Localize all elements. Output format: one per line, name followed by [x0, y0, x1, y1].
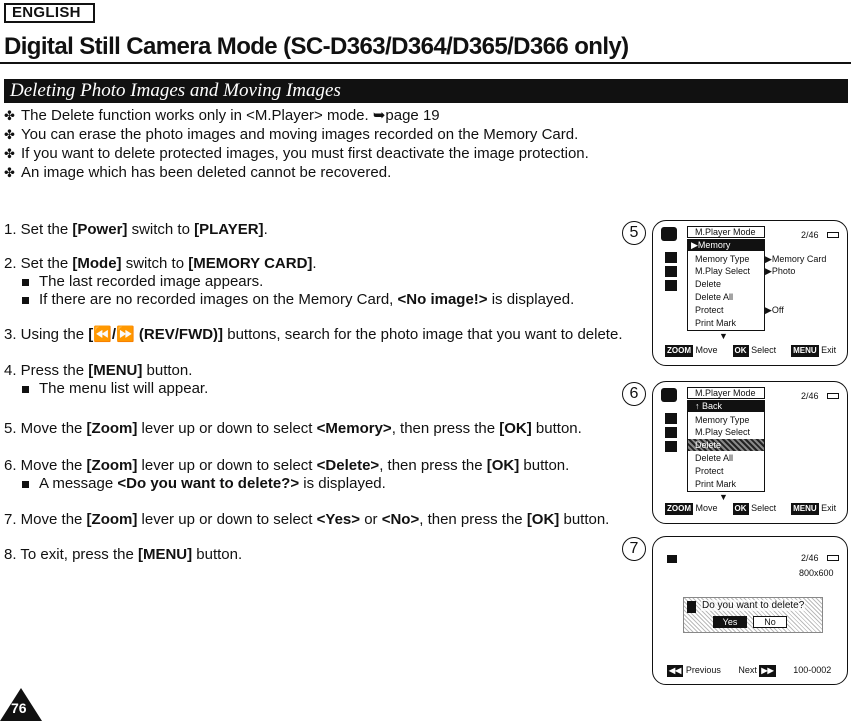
- step-7: 7. Move the [Zoom] lever up or down to select <Yes> or <No>, then press the [OK] button.: [4, 511, 610, 528]
- menu-value: ▶Off: [765, 305, 784, 315]
- clover-bullet-icon: ✤: [4, 127, 15, 142]
- page-number: 76: [11, 700, 27, 716]
- step-1: 1. Set the [Power] switch to [PLAYER].: [4, 221, 268, 238]
- title-divider: [0, 62, 851, 64]
- photo-icon: [665, 427, 677, 438]
- screen-6-number: 6: [622, 382, 646, 406]
- clover-bullet-icon: ✤: [4, 108, 15, 123]
- step-4-sub-1: The menu list will appear.: [22, 380, 208, 397]
- battery-icon: [827, 555, 839, 561]
- step-2-sub-2: If there are no recorded images on the Memory Card, <No image!> is displayed.: [22, 291, 574, 308]
- square-bullet-icon: [22, 481, 29, 488]
- page-title: Digital Still Camera Mode (SC-D363/D364/D365/D366 only): [4, 33, 629, 60]
- menu-item: Protect: [695, 466, 724, 476]
- menu-item: Print Mark: [695, 318, 737, 328]
- step-6-sub-1: A message <Do you want to delete?> is displayed.: [22, 475, 386, 492]
- memory-icon: [665, 252, 677, 263]
- menu-back: ↑ Back: [695, 401, 723, 411]
- yes-button[interactable]: Yes: [713, 616, 747, 628]
- camera-icon: [661, 388, 677, 402]
- language-label: ENGLISH: [12, 4, 81, 21]
- trash-icon: [687, 601, 696, 613]
- lcd-screen-6: [652, 381, 848, 524]
- photo-icon: [665, 266, 677, 277]
- step-4: 4. Press the [MENU] button.: [4, 362, 193, 379]
- menu-item: Delete All: [695, 292, 734, 302]
- step-6: 6. Move the [Zoom] lever up or down to select <Delete>, then press the [OK] button.: [4, 457, 570, 474]
- menu-item: Memory Type: [695, 415, 750, 425]
- menu-item: M.Play Select: [695, 266, 751, 276]
- screen-5-number: 5: [622, 221, 646, 245]
- clover-bullet-icon: ✤: [4, 146, 15, 161]
- step-8: 8. To exit, press the [MENU] button.: [4, 546, 243, 563]
- lcd-screen-5: [652, 220, 848, 366]
- step-5: 5. Move the [Zoom] lever up or down to select <Memory>, then press the [OK] button.: [4, 420, 582, 437]
- clover-bullet-icon: ✤: [4, 165, 15, 180]
- note-item: ✤ If you want to delete protected images, you must first deactivate the image protection.: [4, 145, 589, 162]
- rewind-icon: ◀◀: [669, 666, 682, 675]
- section-header: [4, 79, 848, 103]
- menu-item: Protect: [695, 305, 724, 315]
- step-2-sub-1: The last recorded image appears.: [22, 273, 263, 290]
- footer-bar: ◀◀ Previous Next ▶▶ 100-0002: [669, 665, 832, 675]
- memory-icon: [665, 413, 677, 424]
- language-tab: [4, 3, 95, 23]
- lcd-screen-7: [652, 536, 848, 685]
- counter: 2/46: [801, 553, 819, 563]
- screen-7-number: 7: [622, 537, 646, 561]
- mode-label: M.Player Mode: [695, 227, 756, 237]
- note-item: ✤ An image which has been deleted cannot be recovered.: [4, 164, 392, 181]
- dialog-prompt: Do you want to delete?: [702, 600, 805, 611]
- mode-label: M.Player Mode: [695, 388, 756, 398]
- down-arrow-icon: ▼: [719, 492, 728, 502]
- menu-list-box: [687, 251, 765, 331]
- note-item: ✤ You can erase the photo images and moving images recorded on the Memory Card.: [4, 126, 579, 143]
- no-button[interactable]: No: [753, 616, 787, 628]
- section-title: Deleting Photo Images and Moving Images: [10, 80, 341, 101]
- menu-item: M.Play Select: [695, 427, 751, 437]
- battery-icon: [827, 393, 839, 399]
- menu-item: Print Mark: [695, 479, 737, 489]
- menu-item: Delete: [695, 279, 722, 289]
- menu-value: ▶Photo: [765, 266, 796, 276]
- menu-list-box: [687, 412, 765, 492]
- gear-icon: [665, 280, 677, 291]
- camera-icon: [661, 227, 677, 241]
- note-item: ✤ The Delete function works only in <M.Player> mode. ➥page 19: [4, 107, 440, 124]
- footer-bar: ZOOM Move OK Select MENU Exit: [667, 345, 837, 355]
- counter: 2/46: [801, 230, 819, 240]
- menu-item-delete: Delete: [695, 440, 722, 450]
- menu-item: Delete All: [695, 453, 734, 463]
- square-bullet-icon: [22, 386, 29, 393]
- resolution: 800x600: [799, 568, 834, 578]
- battery-icon: [827, 232, 839, 238]
- square-bullet-icon: [22, 279, 29, 286]
- step-2: 2. Set the [Mode] switch to [MEMORY CARD].: [4, 255, 317, 272]
- square-bullet-icon: [22, 297, 29, 304]
- menu-value: ▶Memory Card: [765, 254, 827, 264]
- menu-selected-memory: ▶Memory: [691, 240, 731, 250]
- step-3: 3. Using the [⏪/⏩ (REV/FWD)] buttons, search for the photo image that you want to delete.: [4, 326, 623, 343]
- menu-item: Memory Type: [695, 254, 750, 264]
- memory-card-icon: [667, 555, 677, 563]
- footer-bar: ZOOM Move OK Select MENU Exit: [667, 503, 837, 513]
- gear-icon: [665, 441, 677, 452]
- counter: 2/46: [801, 391, 819, 401]
- down-arrow-icon: ▼: [719, 331, 728, 341]
- notes-list: [4, 106, 589, 182]
- forward-icon: ▶▶: [761, 666, 774, 675]
